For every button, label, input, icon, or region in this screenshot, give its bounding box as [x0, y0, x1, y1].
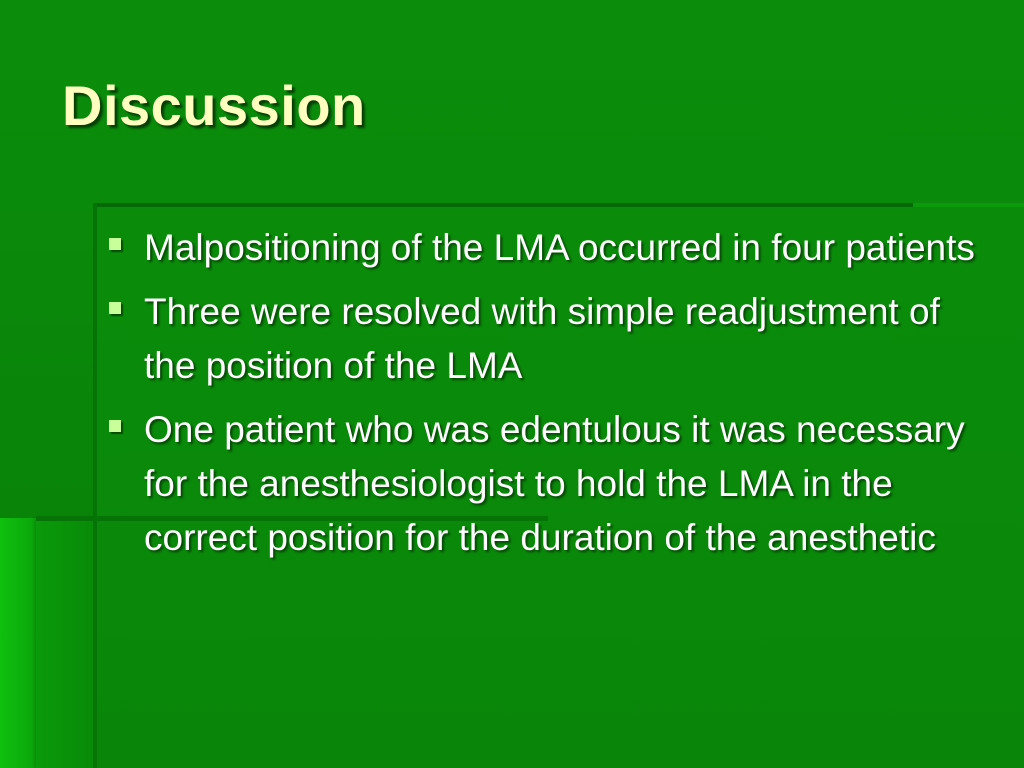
bullet-text: One patient who was edentulous it was necessary for the anesthesiologist to hold the LMA in the correct position for the duration of the anesthetic	[144, 409, 965, 558]
slide-title: Discussion	[62, 74, 366, 137]
left-accent-strip	[0, 518, 36, 768]
lower-left-panel	[36, 518, 96, 768]
upper-divider-line-end	[913, 203, 1024, 207]
bullet-item	[100, 285, 1000, 393]
bullet-item	[100, 221, 1000, 275]
bullet-list	[100, 221, 1000, 575]
bullet-item	[100, 403, 1000, 565]
bullet-text: Three were resolved with simple readjustment of the position of the LMA	[144, 291, 940, 386]
square-bullet-icon	[109, 420, 121, 432]
bullet-text: Malpositioning of the LMA occurred in four patients	[144, 227, 975, 268]
square-bullet-icon	[109, 302, 121, 314]
upper-divider-line	[93, 203, 913, 207]
square-bullet-icon	[109, 238, 121, 250]
vertical-divider-line	[93, 203, 97, 768]
